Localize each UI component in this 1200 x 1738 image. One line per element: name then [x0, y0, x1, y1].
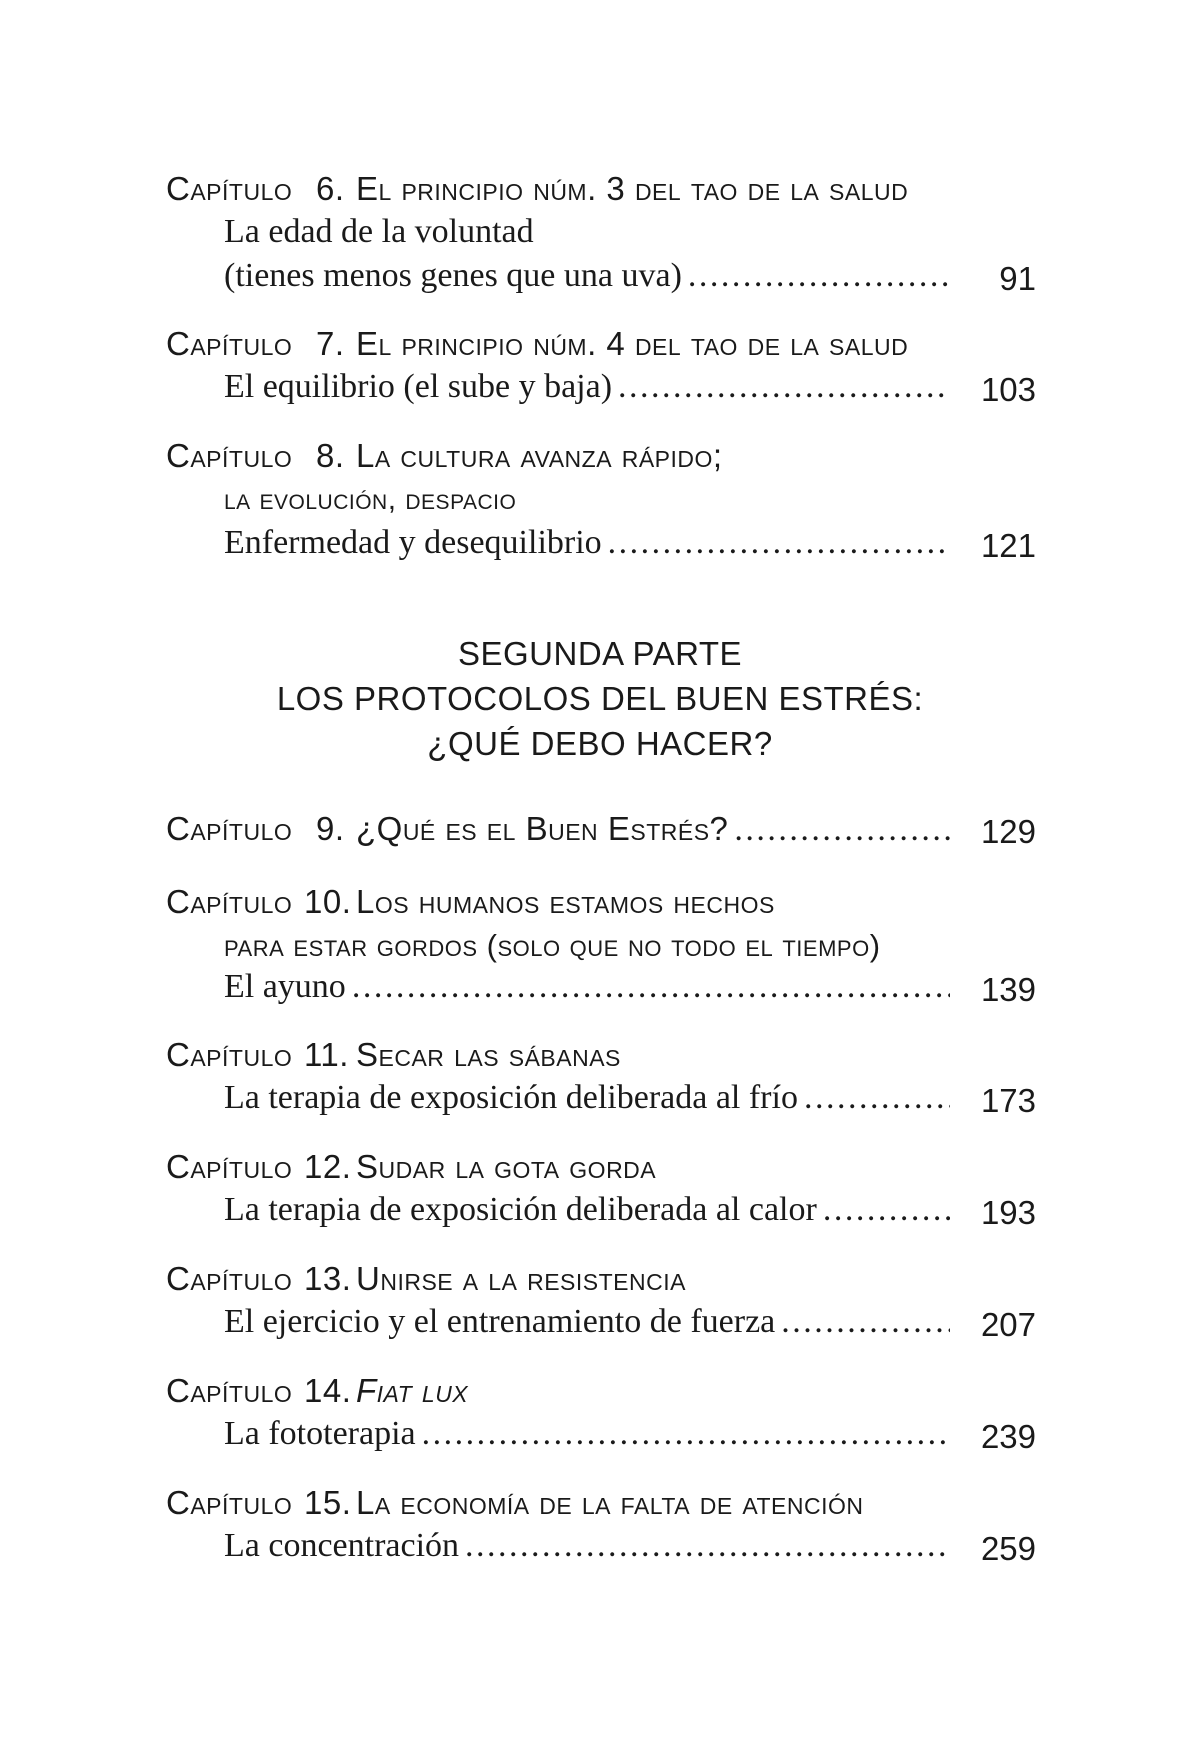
chapter-12-title: Sudar la gota gorda	[356, 1148, 657, 1185]
chapter-10-label: Capítulo	[166, 883, 293, 920]
dot-leader	[688, 257, 950, 295]
chapter-10-page: 139	[980, 971, 1036, 1008]
chapter-10-title-line-1: Los humanos estamos hechos	[356, 883, 775, 920]
chapter-14-label: Capítulo	[166, 1372, 293, 1409]
dot-leader	[422, 1415, 950, 1453]
chapter-7-number: 7.	[316, 325, 345, 362]
chapter-8-title-line-2: la evolución, despacio	[224, 483, 517, 516]
chapter-13-entry[interactable]	[224, 1303, 950, 1341]
chapter-15-number: 15.	[304, 1484, 352, 1521]
chapter-10-entry-text: El ayuno	[224, 968, 346, 1005]
chapter-15-label: Capítulo	[166, 1484, 293, 1521]
chapter-11-entry-text: La terapia de exposición deliberada al frío	[224, 1079, 798, 1116]
chapter-14-title: Fiat lux	[356, 1372, 469, 1409]
chapter-7-entry-text: El equilibrio (el sube y baja)	[224, 368, 613, 405]
chapter-14-entry[interactable]	[224, 1415, 950, 1453]
chapter-7-label: Capítulo	[166, 325, 293, 362]
chapter-15-entry[interactable]	[224, 1527, 950, 1565]
chapter-12-page: 193	[980, 1194, 1036, 1231]
dot-leader	[352, 968, 950, 1006]
chapter-7-entry[interactable]	[224, 368, 950, 406]
chapter-13-number: 13.	[304, 1260, 352, 1297]
chapter-11-title: Secar las sábanas	[356, 1036, 621, 1073]
chapter-15-page: 259	[980, 1530, 1036, 1567]
chapter-6-title: El principio núm. 3 del tao de la salud	[356, 170, 909, 207]
chapter-15-title: La economía de la falta de atención	[356, 1484, 864, 1521]
part-heading-line-3: ¿QUÉ DEBO HACER?	[427, 725, 773, 762]
chapter-7-title: El principio núm. 4 del tao de la salud	[356, 325, 909, 362]
dot-leader	[781, 1303, 950, 1341]
chapter-6-entry[interactable]	[224, 257, 950, 295]
dot-leader	[823, 1191, 950, 1229]
dot-leader	[804, 1079, 950, 1117]
chapter-6-page: 91	[999, 260, 1036, 297]
dot-leader	[465, 1527, 950, 1565]
chapter-8-label: Capítulo	[166, 437, 293, 474]
part-heading-line-2: LOS PROTOCOLOS DEL BUEN ESTRÉS:	[276, 680, 924, 717]
chapter-6-number: 6.	[316, 170, 345, 207]
chapter-15-entry-text: La concentración	[224, 1527, 460, 1564]
dot-leader	[734, 811, 950, 849]
chapter-9-title: ¿Qué es el Buen Estrés?	[356, 810, 729, 847]
chapter-11-label: Capítulo	[166, 1036, 293, 1073]
chapter-11-number: 11.	[304, 1036, 349, 1073]
chapter-11-page: 173	[980, 1082, 1036, 1119]
chapter-12-label: Capítulo	[166, 1148, 293, 1185]
chapter-12-entry[interactable]	[224, 1191, 950, 1229]
chapter-6-entry-text: (tienes menos genes que una uva)	[224, 257, 682, 294]
chapter-13-title: Unirse a la resistencia	[356, 1260, 686, 1297]
chapter-13-page: 207	[980, 1306, 1036, 1343]
chapter-12-number: 12.	[304, 1148, 352, 1185]
chapter-12-entry-text: La terapia de exposición deliberada al calor	[224, 1191, 817, 1228]
chapter-10-title-line-2: para estar gordos (solo que no todo el tiempo)	[224, 928, 881, 963]
chapter-14-number: 14.	[304, 1372, 352, 1409]
chapter-6-label: Capítulo	[166, 170, 293, 207]
chapter-8-number: 8.	[316, 437, 345, 474]
chapter-10-entry[interactable]	[224, 968, 950, 1006]
chapter-7-page: 103	[980, 371, 1036, 408]
chapter-9-entry[interactable]	[356, 810, 950, 849]
chapter-8-title-line-1: La cultura avanza rápido;	[356, 437, 723, 474]
chapter-11-entry[interactable]	[224, 1079, 950, 1117]
chapter-13-label: Capítulo	[166, 1260, 293, 1297]
chapter-8-page: 121	[980, 527, 1036, 564]
chapter-14-page: 239	[980, 1418, 1036, 1455]
chapter-14-entry-text: La fototerapia	[224, 1415, 416, 1452]
chapter-8-entry-text: Enfermedad y desequilibrio	[224, 524, 602, 561]
chapter-9-number: 9.	[316, 810, 345, 847]
part-heading-line-1: SEGUNDA PARTE	[457, 635, 743, 672]
chapter-9-label: Capítulo	[166, 810, 293, 847]
chapter-6-subtitle: La edad de la voluntad	[224, 213, 534, 250]
chapter-8-entry[interactable]	[224, 524, 950, 562]
chapter-13-entry-text: El ejercicio y el entrenamiento de fuerza	[224, 1303, 776, 1340]
dot-leader	[618, 368, 950, 406]
dot-leader	[608, 524, 950, 562]
chapter-10-number: 10.	[304, 883, 352, 920]
chapter-9-page: 129	[980, 813, 1036, 850]
